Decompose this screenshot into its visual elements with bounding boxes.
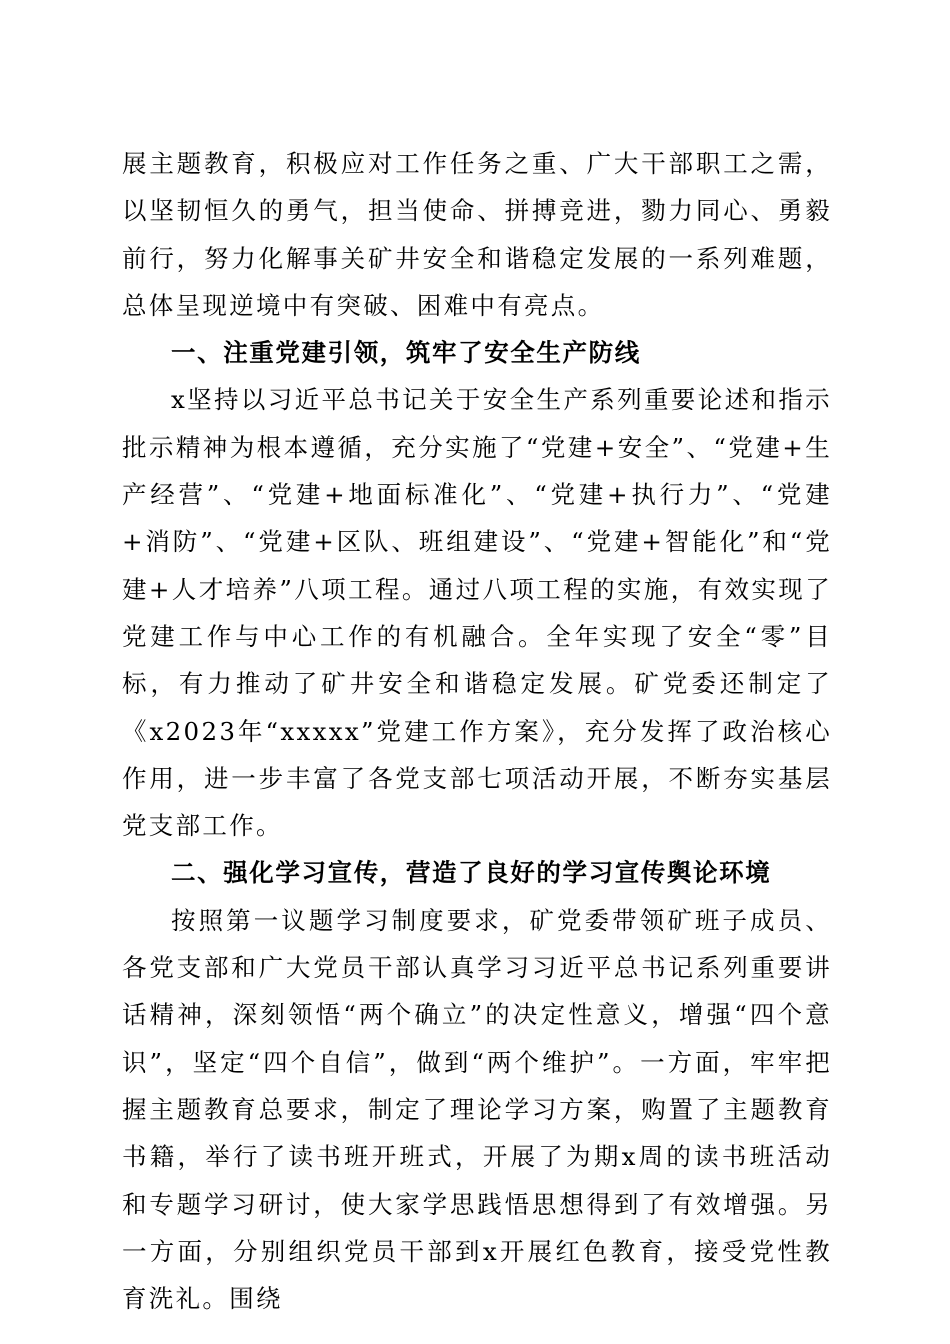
paragraph-section-2: 按照第一议题学习制度要求，矿党委带领矿班子成员、各党支部和广大党员干部认真学习习近平总书记系列重要讲话精神，深刻领悟“两个确立”的决定性意义，增强“四个意识”，坚定“四个自信”，做到“两个维护”。一方面，牢牢把握主题教育总要求，制定了理论学习方案，购置了主题教育书籍，举行了读书班开班式，开展了为期x周的读书班活动和专题学习研讨，使大家学思践悟思想得到了有效增强。另一方面，分别组织党员干部到x开展红色教育，接受党性教育洗礼。围绕 (122, 905, 832, 1314)
section-heading-2: 二、强化学习宣传，营造了良好的学习宣传舆论环境 (171, 858, 772, 888)
document-body (122, 140, 832, 1322)
paragraph-continued: 展主题教育，积极应对工作任务之重、广大干部职工之需，以坚韧恒久的勇气，担当使命、拼搏竞进，勠力同心、勇毅前行，努力化解事关矿井安全和谐稳定发展的一系列难题，总体呈现逆境中有突破、困难中有亮点。 (122, 149, 832, 320)
section-heading-1: 一、注重党建引领，筑牢了安全生产防线 (171, 338, 641, 368)
paragraph-section-1: x坚持以习近平总书记关于安全生产系列重要论述和指示批示精神为根本遵循，充分实施了“党建+安全”、“党建+生产经营”、“党建+地面标准化”、“党建+执行力”、“党建+消防”、“党建+区队、班组建设”、“党建+智能化”和“党建+人才培养”八项工程。通过八项工程的实施，有效实现了党建工作与中心工作的有机融合。全年实现了安全“零”目标，有力推动了矿井安全和谐稳定发展。矿党委还制定了《x2023年“xxxxx”党建工作方案》，充分发挥了政治核心作用，进一步丰富了各党支部七项活动开展，不断夯实基层党支部工作。 (122, 385, 832, 841)
